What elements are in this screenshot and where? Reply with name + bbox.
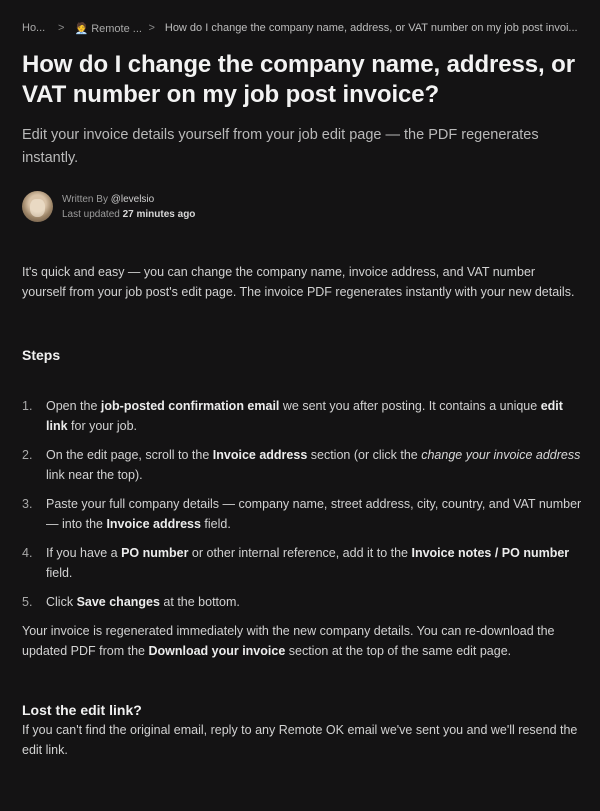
step-text-run: at the bottom. bbox=[159, 595, 240, 609]
outro-text-end: section at the top of the same edit page. bbox=[285, 644, 512, 658]
author-handle: @levelsio bbox=[110, 193, 155, 205]
step-text bbox=[46, 494, 582, 534]
step-link-reference: change your invoice address bbox=[421, 448, 581, 462]
step-text-run: section (or click the bbox=[307, 448, 422, 462]
avatar bbox=[22, 191, 53, 222]
step-text-run: field. bbox=[200, 517, 231, 531]
lost-link-heading: Lost the edit link? bbox=[22, 702, 142, 718]
step-emphasis: Save changes bbox=[76, 595, 160, 609]
breadcrumb-category-link[interactable]: 🧑‍💼 Remote ... bbox=[74, 22, 142, 35]
breadcrumb-home-link[interactable]: Ho... bbox=[22, 22, 46, 34]
page-title: How do I change the company name, address, or VAT number on my job post invoice? bbox=[22, 51, 575, 108]
step-text-run: If you have a bbox=[46, 546, 122, 560]
step-number: 4. bbox=[22, 546, 33, 560]
step-emphasis: PO number bbox=[121, 546, 189, 560]
step-text bbox=[46, 592, 582, 612]
step-text-run: Paste your full company details — company name, street address, city, country, and VAT number — into the bbox=[46, 497, 582, 531]
chevron-right-icon: > bbox=[58, 22, 65, 34]
step-emphasis: Invoice notes / PO number bbox=[411, 546, 570, 560]
list-item bbox=[22, 396, 582, 436]
page-subtitle: Edit your invoice details yourself from your job edit page — the PDF regenerates instantly. bbox=[22, 127, 539, 166]
step-text-run: Click bbox=[46, 595, 77, 609]
step-emphasis: Invoice address bbox=[106, 517, 201, 531]
step-number: 1. bbox=[22, 399, 33, 413]
step-emphasis: job-posted confirmation email bbox=[100, 399, 280, 413]
lost-link-paragraph: If you can't find the original email, reply to any Remote OK email we've sent you and we'll resend the edit link. bbox=[22, 723, 578, 757]
step-text-run: for your job. bbox=[67, 419, 138, 433]
steps-list bbox=[22, 396, 582, 612]
breadcrumb bbox=[22, 19, 600, 37]
step-text-run: link near the top). bbox=[46, 468, 143, 482]
article-body bbox=[22, 262, 582, 760]
list-item bbox=[22, 592, 582, 612]
step-emphasis: edit link bbox=[46, 399, 563, 433]
list-item bbox=[22, 543, 582, 583]
step-number: 2. bbox=[22, 448, 33, 462]
step-emphasis: Invoice address bbox=[212, 448, 308, 462]
step-text-run: On the edit page, scroll to the bbox=[46, 448, 213, 462]
breadcrumb-current-page: How do I change the company name, address, or VAT number on my job post invoi... bbox=[164, 22, 578, 34]
step-text bbox=[46, 396, 582, 436]
outro-text: Your invoice is regenerated immediately with the new company details. You can re-download the updated PDF from the bbox=[22, 624, 555, 658]
step-number: 3. bbox=[22, 497, 33, 511]
intro-paragraph: It's quick and easy — you can change the company name, invoice address, and VAT number yourself from your job post's edit page. The invoice PDF regenerates instantly with your new details. bbox=[22, 265, 575, 299]
list-item bbox=[22, 494, 582, 534]
last-updated-line bbox=[62, 207, 195, 222]
step-number: 5. bbox=[22, 595, 33, 609]
step-text bbox=[46, 445, 582, 485]
author-info bbox=[22, 191, 195, 222]
list-item bbox=[22, 445, 582, 485]
step-text-run: field. bbox=[46, 566, 73, 580]
author-meta bbox=[62, 192, 195, 222]
last-updated-label: Last updated bbox=[62, 208, 120, 220]
step-text bbox=[46, 543, 582, 583]
step-text-run: we sent you after posting. It contains a unique bbox=[279, 399, 541, 413]
step-text-run: or other internal reference, add it to the bbox=[188, 546, 412, 560]
last-updated-value: 27 minutes ago bbox=[122, 208, 196, 220]
download-invoice-reference: Download your invoice bbox=[148, 644, 286, 658]
steps-heading: Steps bbox=[22, 347, 61, 363]
chevron-right-icon: > bbox=[148, 22, 155, 34]
step-text-run: Open the bbox=[46, 399, 101, 413]
outro-paragraph bbox=[22, 621, 582, 661]
written-by-label: Written By bbox=[62, 193, 108, 205]
written-by-line bbox=[62, 192, 195, 207]
